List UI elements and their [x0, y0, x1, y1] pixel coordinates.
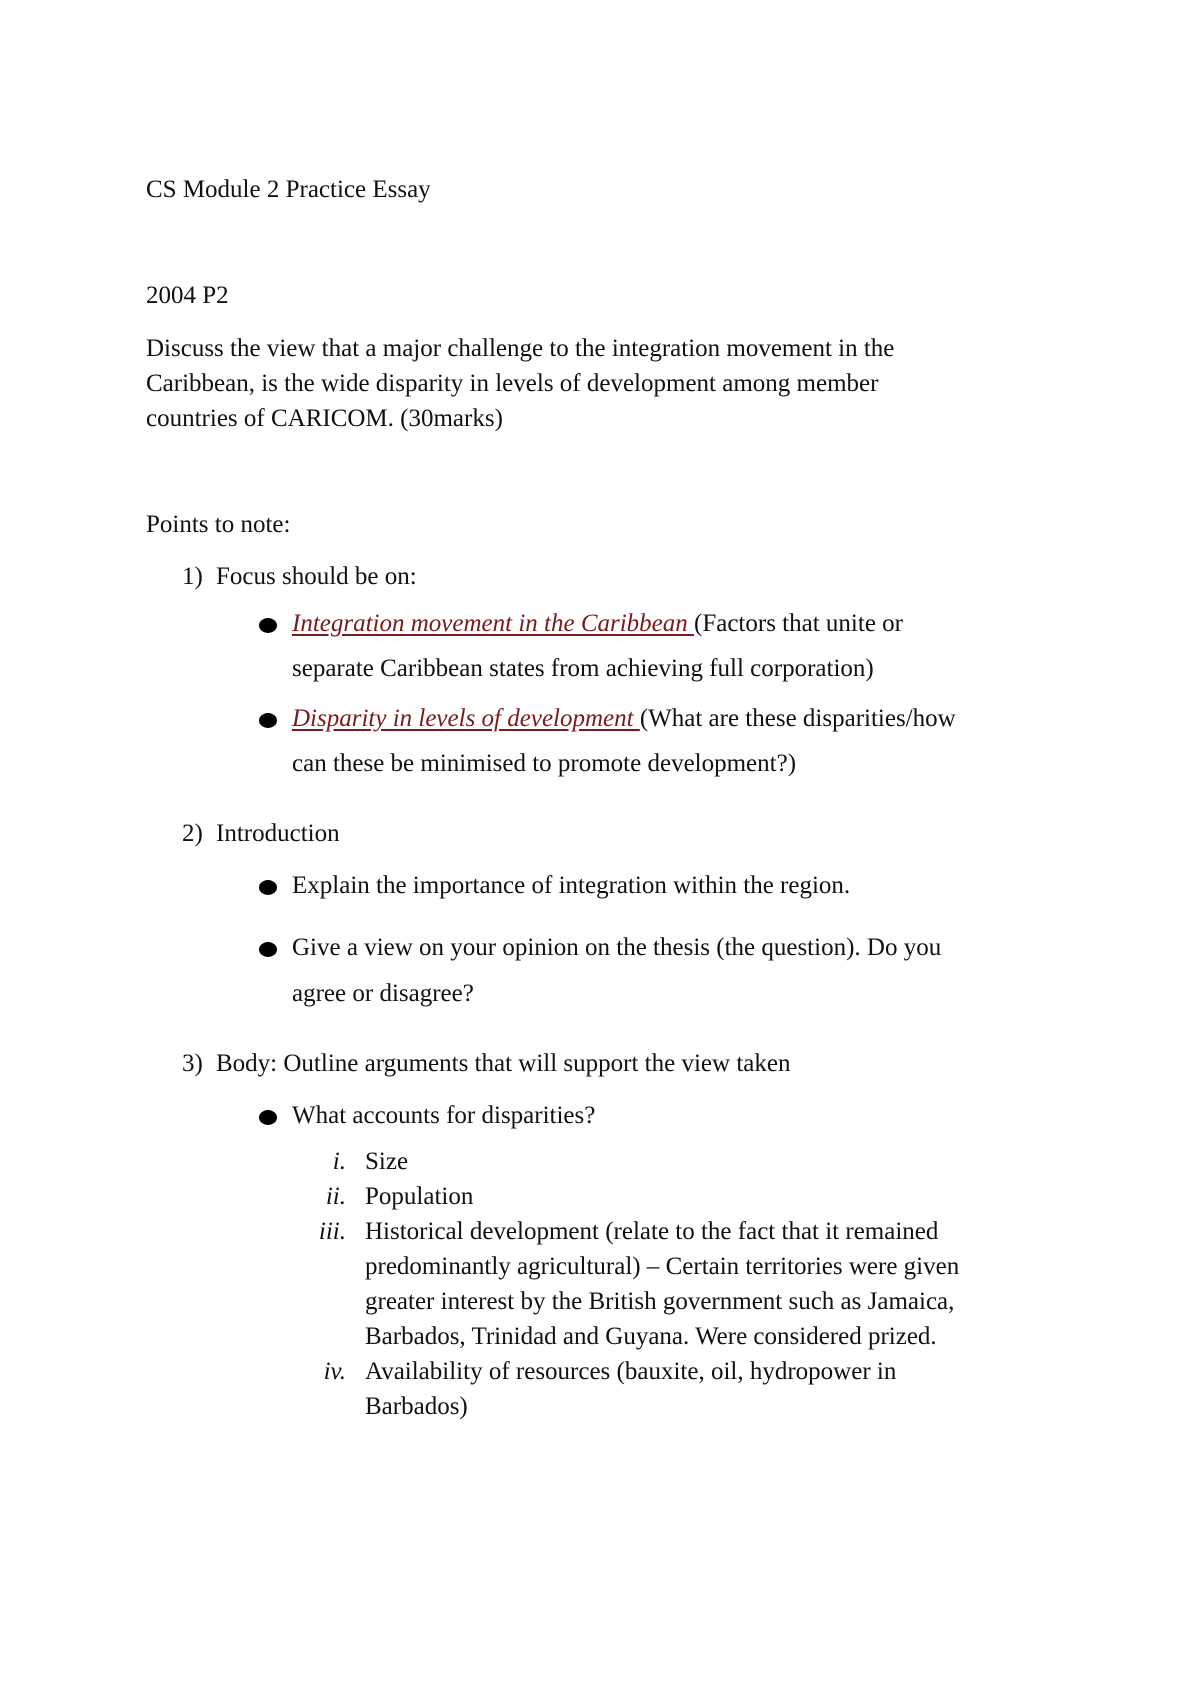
section-number: 3): [182, 1050, 203, 1077]
bullet-icon: [259, 880, 277, 895]
sub-item-numeral: i.: [332, 1148, 346, 1175]
list-item: [292, 610, 903, 638]
bullet-icon: [259, 618, 277, 633]
bullet-continuation: agree or disagree?: [292, 980, 474, 1007]
section-heading-text: Focus should be on:: [216, 563, 417, 590]
sub-item-text: greater interest by the British government such as Jamaica,: [365, 1288, 955, 1315]
list-item: [292, 705, 956, 733]
paper-reference: 2004 P2: [146, 282, 229, 309]
sub-item-numeral: ii.: [325, 1183, 346, 1210]
sub-item-text: Barbados): [365, 1393, 468, 1420]
sub-item-text: Population: [365, 1183, 474, 1210]
section-2-heading: [182, 820, 340, 848]
bullet-continuation: separate Caribbean states from achieving full corporation): [292, 655, 874, 682]
bullet-text: (What are these disparities/how: [639, 705, 956, 732]
sub-item-text: Barbados, Trinidad and Guyana. Were considered prized.: [365, 1323, 937, 1350]
bullet-icon: [259, 942, 277, 957]
page-title: CS Module 2 Practice Essay: [146, 176, 431, 203]
question-line: countries of CARICOM. (30marks): [146, 405, 503, 432]
section-3-heading: [182, 1050, 790, 1078]
bullet-icon: [259, 713, 277, 728]
question-line: Discuss the view that a major challenge to the integration movement in the: [146, 335, 895, 362]
sub-item-numeral: iv.: [323, 1358, 346, 1385]
sub-item-numeral: iii.: [318, 1218, 346, 1245]
bullet-text: (Factors that unite or: [694, 610, 903, 637]
emphasis-text: Integration movement in the Caribbean: [292, 610, 695, 637]
list-item: What accounts for disparities?: [292, 1102, 596, 1129]
bullet-icon: [259, 1110, 277, 1125]
section-1-heading: [182, 563, 417, 591]
section-heading-text: Body: Outline arguments that will support the view taken: [216, 1050, 791, 1077]
section-heading-text: Introduction: [216, 820, 340, 847]
sub-item-text: Size: [365, 1148, 409, 1175]
sub-item-text: Availability of resources (bauxite, oil, hydropower in: [365, 1358, 897, 1385]
sub-item-text: Historical development (relate to the fact that it remained: [365, 1218, 939, 1245]
points-heading: Points to note:: [146, 511, 291, 538]
section-number: 1): [182, 563, 203, 590]
question-line: Caribbean, is the wide disparity in levels of development among member: [146, 370, 879, 397]
sub-item-text: predominantly agricultural) – Certain territories were given: [365, 1253, 960, 1280]
bullet-continuation: can these be minimised to promote development?): [292, 750, 797, 777]
list-item: Explain the importance of integration within the region.: [292, 872, 851, 899]
emphasis-text: Disparity in levels of development: [292, 705, 640, 732]
list-item: Give a view on your opinion on the thesis (the question). Do you: [292, 934, 942, 961]
section-number: 2): [182, 820, 203, 847]
